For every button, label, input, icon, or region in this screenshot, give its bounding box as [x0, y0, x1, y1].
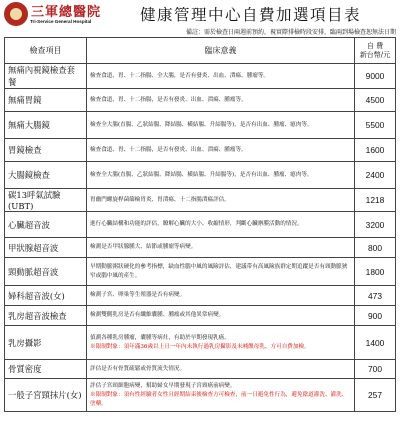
- self-pay-price: 5500: [355, 112, 396, 139]
- clinical-meaning-text: 檢查食道、胃、十二指腸，是否有發炎、出血、潰瘍、腫瘤等。: [90, 146, 247, 153]
- exam-item-name: 無痛胃鏡: [5, 89, 87, 112]
- clinical-meaning-text: 檢查食道、胃、十二指腸，是否有發炎、出血、潰瘍、腫瘤等。: [90, 96, 247, 103]
- table-row: [5, 112, 396, 139]
- booking-note: 備註：需於檢查日兩週前預約，視實際排檢時段安排，臨兩到場檢查恕無法日期: [185, 29, 396, 36]
- exam-item-name: 乳房超音波檢查: [5, 306, 87, 326]
- clinical-meaning: [87, 238, 355, 258]
- exam-item-name: 碳13呼氣試驗(UBT): [5, 189, 87, 212]
- hospital-name-en: Tri-Service General Hospital: [30, 19, 92, 24]
- exam-item-name: 大腸鏡檢查: [5, 162, 87, 189]
- clinical-meaning-text: 評估是否有骨質疏鬆或骨質流失情況。: [90, 365, 186, 372]
- exam-item-name: 骨質密度: [5, 360, 87, 379]
- exam-item-name: 婦科超音波(女): [5, 286, 87, 306]
- self-pay-price: 1400: [355, 326, 396, 360]
- header: [0, 0, 400, 38]
- column-header-item: 檢查項目: [5, 38, 87, 64]
- table-row: [5, 238, 396, 258]
- self-pay-price: 1600: [355, 139, 396, 162]
- clinical-meaning-text: 進行心臟結構和功能的評估，瞭解心臟的大小、收縮情形，判斷心臟辦膜活動的情況。: [90, 221, 303, 227]
- exam-item-name: 胃鏡檢查: [5, 139, 87, 162]
- restriction-note: ※限制對象：須年滿36歲以上且一年內未執行過乳房攝影及未哺餵母乳、方可自費加檢。: [90, 343, 310, 350]
- page-title: 健康管理中心自費加選項目表: [140, 6, 362, 24]
- self-pay-price: 1218: [355, 189, 396, 212]
- column-header-price: [355, 38, 396, 64]
- clinical-meaning: [87, 189, 355, 212]
- table-row: [5, 139, 396, 162]
- price-header-line1: 自 費: [366, 41, 384, 50]
- clinical-meaning-text: 檢測是否甲狀腺腫大、結節或腫瘤等病變。: [90, 244, 197, 250]
- clinical-meaning-text: 檢查食道、胃、十二指腸、全大腸，是否有發炎、出血、潰瘍、腫瘤等。: [90, 72, 270, 79]
- table-row: [5, 286, 396, 306]
- column-header-meaning: 臨床意義: [87, 38, 355, 64]
- self-pay-price: 2400: [355, 162, 396, 189]
- table-row: [5, 162, 396, 189]
- self-pay-price: 800: [355, 238, 396, 258]
- clinical-meaning: [87, 360, 355, 379]
- hospital-seal-icon: [4, 2, 28, 26]
- clinical-meaning-text: 檢測雙側乳房是否有纖維囊腫、腫瘤或其他異常病變。: [90, 312, 225, 318]
- clinical-meaning: [87, 326, 355, 360]
- clinical-meaning: [87, 64, 355, 89]
- exam-item-name: 一般子宮頸抹片(女): [5, 379, 87, 412]
- clinical-meaning: [87, 379, 355, 412]
- clinical-meaning-text: 檢查全大腸(直腸、乙狀結腸、降結腸、橫結腸、升結腸等)，是否有出血、腫瘤、瘜肉等。: [90, 171, 313, 178]
- clinical-meaning: [87, 89, 355, 112]
- self-pay-price: 9000: [355, 64, 396, 89]
- self-pay-price: 257: [355, 379, 396, 412]
- self-pay-price: 4500: [355, 89, 396, 112]
- hospital-name-cn: 三軍總醫院: [31, 5, 102, 20]
- restriction-note: ※限制對象：須有性經驗者女性且經期結束後檢查方可檢查，前一日避免性行為，避免陰道灌洗、灌洗、塗藥。: [90, 391, 348, 407]
- price-table: [4, 37, 396, 412]
- clinical-meaning: [87, 139, 355, 162]
- clinical-meaning-text: 檢查全大腸(直腸、乙狀結腸、降結腸、橫結腸、升結腸等)，是否有出血、腫瘤、瘜肉等。: [90, 121, 313, 128]
- table-row: [5, 64, 396, 89]
- table-row: [5, 306, 396, 326]
- self-pay-price: 900: [355, 306, 396, 326]
- clinical-meaning: [87, 162, 355, 189]
- clinical-meaning-text: 評估子宮頸細胞病變，幫助婦女早期發現子宮頸癌前病變。: [90, 382, 236, 389]
- exam-item-name: 無痛大腸鏡: [5, 112, 87, 139]
- clinical-meaning-text: 偵測各種乳房腫瘤，囊腫等病灶，有助於早期發現乳癌。: [90, 334, 230, 341]
- clinical-meaning: [87, 258, 355, 286]
- table-row: [5, 360, 396, 379]
- exam-item-name: 無痛內視鏡檢查套餐: [5, 64, 87, 89]
- self-pay-price: 3200: [355, 212, 396, 238]
- clinical-meaning-text: 胃幽門螺旋桿菌篩檢胃炎、胃潰瘍、十二指腸潰瘍評估。: [90, 196, 230, 203]
- self-pay-price: 1800: [355, 258, 396, 286]
- clinical-meaning-text: 早期動脈粥狀硬化的參考指標，缺血性腦中風的風險評估，建議带有高風險族群定期追蹤是否有頸動脈狹窄或腦中風的產生。: [90, 263, 348, 279]
- clinical-meaning: [87, 286, 355, 306]
- exam-item-name: 心臟超音波: [5, 212, 87, 238]
- clinical-meaning: [87, 306, 355, 326]
- table-header-row: [5, 38, 396, 64]
- table-row: [5, 89, 396, 112]
- self-pay-price: 473: [355, 286, 396, 306]
- exam-item-name: 甲狀腺超音波: [5, 238, 87, 258]
- clinical-meaning: [87, 212, 355, 238]
- price-header-line2: 新台幣/元: [359, 50, 391, 59]
- table-row: [5, 326, 396, 360]
- clinical-meaning-text: 檢測子宮、卵巢等生殖器是否有病變。: [90, 292, 186, 298]
- exam-item-name: 乳房攝影: [5, 326, 87, 360]
- clinical-meaning: [87, 112, 355, 139]
- table-row: [5, 379, 396, 412]
- hospital-logo: [4, 2, 102, 34]
- table-row: [5, 189, 396, 212]
- exam-item-name: 頸動脈超音波: [5, 258, 87, 286]
- self-pay-price: 700: [355, 360, 396, 379]
- table-row: [5, 258, 396, 286]
- table-row: [5, 212, 396, 238]
